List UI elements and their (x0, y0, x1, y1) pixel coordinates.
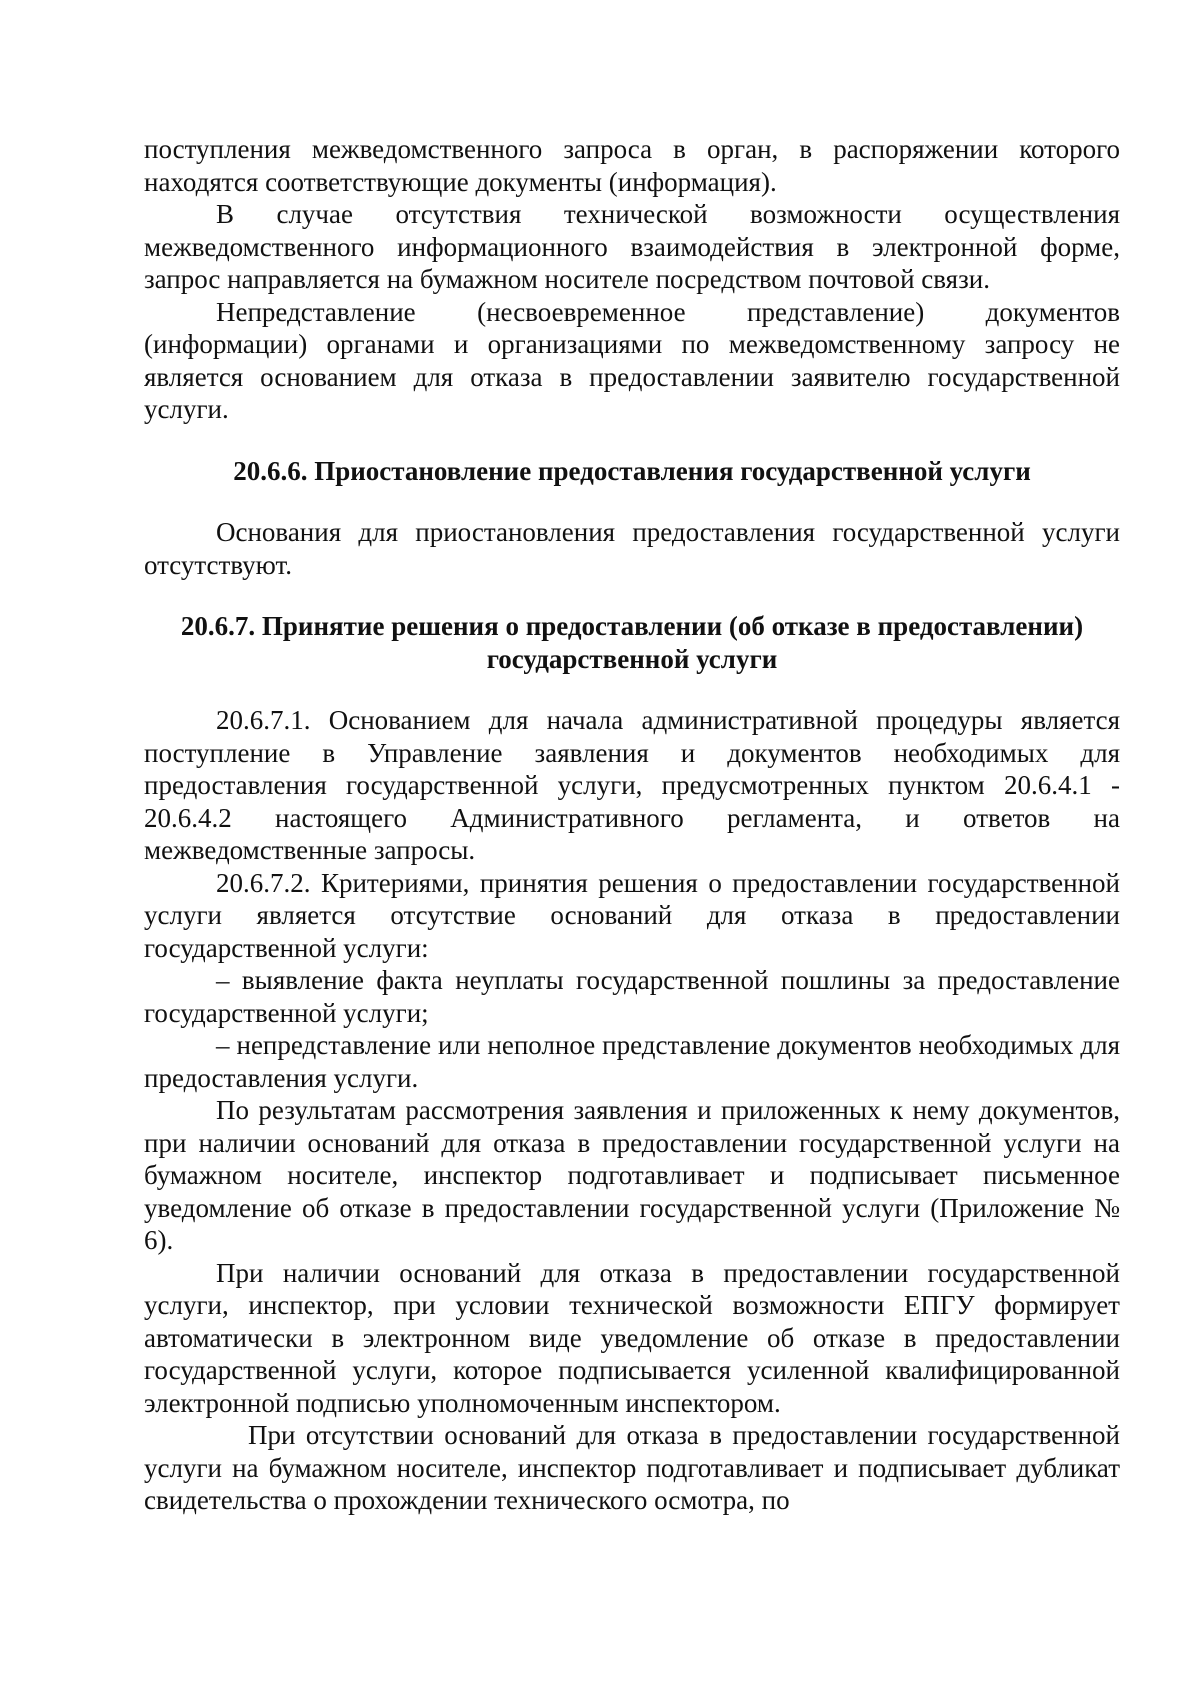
section-heading-line-1: 20.6.7. Принятие решения о предоставлении (об отказе в предоставлении) (180, 611, 1084, 641)
list-item-missing-documents: – непредставление или неполное представление документов необходимых для предоставления услуги. (144, 1030, 1120, 1093)
paragraph-duplicate-issuance: При отсутствии оснований для отказа в предоставлении государственной услуги на бумажном носителе, инспектор подготавливает и подписывает дубликат свидетельства о прохождении технического осмотра, по (144, 1420, 1120, 1515)
document-page (144, 133, 1120, 1517)
paragraph-20-6-7-1: 20.6.7.1. Основанием для начала административной процедуры является поступление в Управление заявления и документов необходимых для предоставления государственной услуги, предусмотренных пунктом 20.6.4.1 - 20.6.4.2 настоящего Административного регламента, и ответов на межведомственные запросы. (144, 705, 1120, 865)
section-heading-20-6-6: 20.6.6. Приостановление предоставления государственной услуги (233, 455, 1031, 486)
paragraph-refusal-paper: По результатам рассмотрения заявления и приложенных к нему документов, при наличии оснований для отказа в предоставлении государственной услуги на бумажном носителе, инспектор подготавливает и подписывает письменное уведомление об отказе в предоставлении государственной услуги (Приложение № 6). (144, 1095, 1120, 1255)
paragraph-suspension-grounds: Основания для приостановления предоставления государственной услуги отсутствуют. (144, 517, 1120, 580)
paragraph-continuation: поступления межведомственного запроса в орган, в распоряжении которого находятся соответствующие документы (информация). (144, 134, 1120, 197)
section-heading-line-2: государственной услуги (486, 643, 778, 674)
paragraph-non-submission: Непредставление (несвоевременное представление) документов (информации) органами и организациями по межведомственному запросу не является основанием для отказа в предоставлении заявителю государственной услуги. (144, 296, 1120, 424)
paragraph-20-6-7-2: 20.6.7.2. Критериями, принятия решения о предоставлении государственной услуги является отсутствие оснований для отказа в предоставлении государственной услуги: (144, 867, 1120, 963)
paragraph-refusal-electronic: При наличии оснований для отказа в предоставлении государственной услуги, инспектор, при условии технической возможности ЕПГУ формирует автоматически в электронном виде уведомление об отказе в предоставлении государственной услуги, которое подписывается усиленной квалифицированной электронной подписью уполномоченным инспектором. (144, 1257, 1120, 1418)
list-item-unpaid-fee: – выявление факта неуплаты государственной пошлины за предоставление государственной услуги; (144, 965, 1120, 1028)
section-heading-20-6-7 (144, 610, 1120, 675)
paragraph-no-technical-possibility: В случае отсутствия технической возможности осуществления межведомственного информационного взаимодействия в электронной форме, запрос направляется на бумажном носителе посредством почтовой связи. (144, 199, 1120, 294)
